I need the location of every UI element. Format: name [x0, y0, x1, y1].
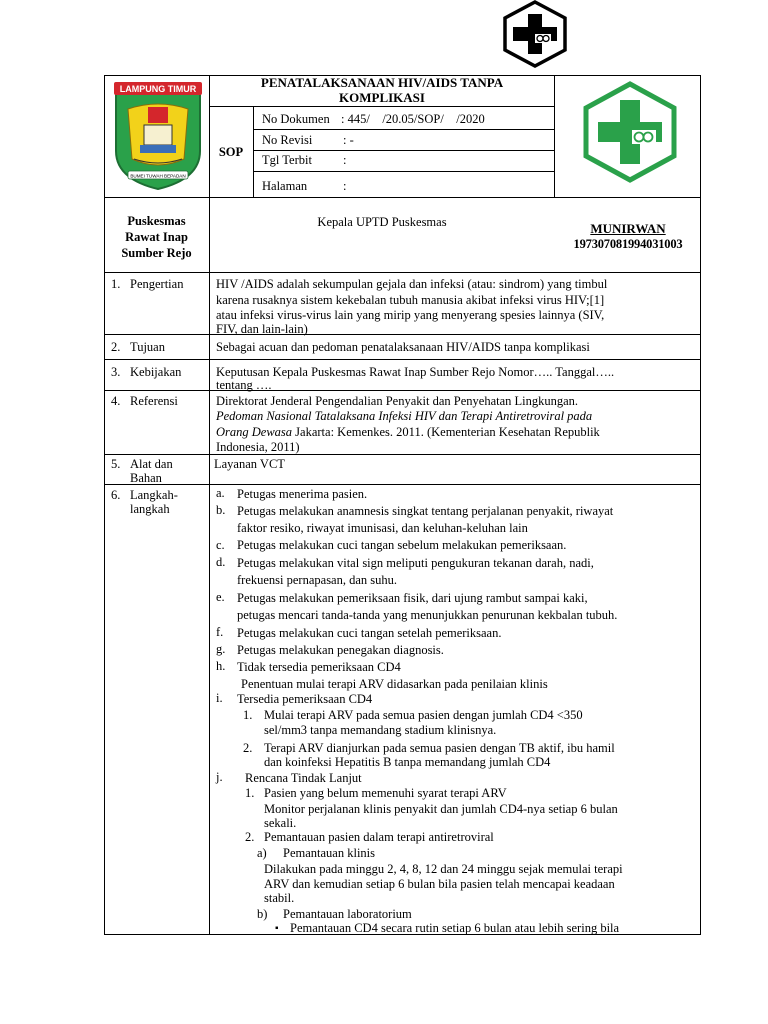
- step-jb-marker: b): [257, 907, 268, 921]
- sop-title-line2: KOMPLIKASI: [339, 90, 425, 105]
- pengertian-line3: atau infeksi virus-virus lain yang mirip yang menyerang spesies lainnya (SIV,: [216, 308, 605, 322]
- kebijakan-line1: Keputusan Kepala Puskesmas Rawat Inap Sumber Rejo Nomor….. Tanggal…..: [216, 365, 615, 379]
- step-ja-marker: a): [257, 846, 267, 860]
- step-text: Petugas melakukan penegakan diagnosis.: [237, 643, 444, 657]
- kebijakan-line2: tentang ….: [216, 378, 272, 392]
- step-ja-text: Pemantauan klinis: [283, 846, 375, 860]
- step-ja-line4: stabil.: [264, 891, 295, 905]
- row-label-alat-line1: Alat dan: [130, 457, 173, 471]
- green-cross-hexagon-icon: [578, 78, 682, 186]
- tujuan-text: Sebagai acuan dan pedoman penatalaksanaan HIV/AIDS tanpa komplikasi: [216, 340, 590, 354]
- step-marker-i: i.: [216, 691, 223, 705]
- row-label-langkah-line2: langkah: [130, 502, 170, 516]
- step-jb-bullet-text: Pemantauan CD4 secara rutin setiap 6 bulan atau lebih sering bila: [290, 921, 620, 935]
- referensi-line3-rest: Jakarta: Kemenkes. 2011. (Kementerian Kesehatan Republik: [292, 425, 600, 439]
- sop-label: SOP: [218, 145, 244, 159]
- step-text: Petugas melakukan cuci tangan sebelum melakukan pemeriksaan.: [237, 538, 567, 552]
- step-text: Petugas melakukan cuci tangan setelah pemeriksaan.: [237, 626, 502, 640]
- row-label-pengertian: Pengertian: [130, 277, 184, 291]
- step-ja-line2: Dilakukan pada minggu 2, 4, 8, 12 dan 24 minggu sejak memulai terapi: [264, 862, 623, 876]
- field-halaman-label: Halaman: [262, 179, 308, 193]
- step-j1-marker: 1.: [245, 786, 255, 800]
- row-label-referensi: Referensi: [130, 394, 178, 408]
- row-label-langkah-line1: Langkah-: [130, 488, 178, 502]
- step-j1-line2: Monitor perjalanan klinis penyakit dan jumlah CD4-nya setiap 6 bulan: [264, 802, 618, 816]
- field-tgl-terbit-label: Tgl Terbit: [262, 153, 312, 167]
- top-puskesmas-logo: [499, 0, 571, 68]
- step-marker: g.: [216, 642, 226, 656]
- field-no-dokumen-label: No Dokumen: [262, 112, 330, 126]
- step-marker: b.: [216, 503, 226, 517]
- signatory-name: MUNIRWAN: [590, 221, 666, 236]
- org-name-line3: Sumber Rejo: [121, 246, 192, 260]
- row-num-alat: 5.: [111, 457, 121, 471]
- field-no-revisi-label: No Revisi: [262, 133, 313, 147]
- field-tgl-terbit-value: :: [343, 153, 347, 167]
- step-i-text: Tersedia pemeriksaan CD4: [237, 692, 373, 706]
- org-name-line2: Rawat Inap: [125, 230, 188, 244]
- step-marker: e.: [216, 590, 225, 604]
- step-j2-marker: 2.: [245, 830, 255, 844]
- step-text: Petugas menerima pasien.: [237, 487, 368, 501]
- step-j-text: Rencana Tindak Lanjut: [245, 771, 362, 785]
- row-num-langkah: 6.: [111, 488, 121, 502]
- referensi-line3: [216, 424, 600, 440]
- step-i-item-line: Terapi ARV dianjurkan pada semua pasien dengan TB aktif, ibu hamil: [264, 741, 615, 755]
- step-jb-text: Pemantauan laboratorium: [283, 907, 412, 921]
- puskesmas-logo-green: [578, 78, 682, 186]
- step-text: faktor resiko, riwayat imunisasi, dan keluhan-keluhan lain: [237, 521, 528, 535]
- head-title: Kepala UPTD Puskesmas: [317, 215, 447, 229]
- step-i-item-line: sel/mm3 tanpa memandang stadium klinisnya.: [264, 723, 497, 737]
- alat-text: Layanan VCT: [214, 457, 285, 471]
- step-marker-j: j.: [216, 770, 223, 784]
- step-marker: h.: [216, 659, 226, 673]
- step-j1-line3: sekali.: [264, 816, 297, 830]
- step-text: Tidak tersedia pemeriksaan CD4: [237, 660, 401, 674]
- step-text: petugas mencari tanda-tanda yang menunjukkan penurunan kekbalan tubuh.: [237, 608, 618, 622]
- step-marker: f.: [216, 625, 224, 639]
- bullet-square-icon: ▪: [275, 923, 279, 934]
- pengertian-line2: karena rusaknya sistem kekebalan tubuh manusia akibat infeksi virus HIV;[1]: [216, 293, 605, 307]
- row-num-pengertian: 1.: [111, 277, 121, 291]
- row-num-kebijakan: 3.: [111, 365, 121, 379]
- lampung-timur-logo: [110, 79, 206, 193]
- sop-title-line1: PENATALAKSANAAN HIV/AIDS TANPA: [260, 75, 504, 90]
- step-i-item-marker: 2.: [243, 741, 253, 755]
- signatory-nip: 197307081994031003: [573, 237, 683, 251]
- step-text: frekuensi pernapasan, dan suhu.: [237, 573, 398, 587]
- row-num-referensi: 4.: [111, 394, 121, 408]
- step-text: Petugas melakukan vital sign meliputi pengukuran tekanan darah, nadi,: [237, 556, 594, 570]
- step-text: Petugas melakukan pemeriksaan fisik, dari ujung rambut sampai kaki,: [237, 591, 588, 605]
- cross-hexagon-icon: [499, 0, 571, 68]
- step-j1-text: Pasien yang belum memenuhi syarat terapi ARV: [264, 786, 507, 800]
- step-h-note: Penentuan mulai terapi ARV didasarkan pada penilaian klinis: [241, 677, 548, 691]
- step-j2-text: Pemantauan pasien dalam terapi antiretroviral: [264, 830, 494, 844]
- step-i-item-marker: 1.: [243, 708, 253, 722]
- row-label-alat-line2: Bahan: [130, 471, 162, 485]
- step-text: Petugas melakukan anamnesis singkat tentang perjalanan penyakit, riwayat: [237, 504, 614, 518]
- referensi-line3-italic: Orang Dewasa: [216, 425, 293, 439]
- pengertian-line4: FIV, dan lain-lain): [216, 322, 308, 336]
- field-no-dokumen-value: : 445/ /20.05/SOP/ /2020: [341, 112, 485, 126]
- row-label-kebijakan: Kebijakan: [130, 365, 182, 379]
- regency-shield-icon: [110, 79, 206, 193]
- step-marker: c.: [216, 538, 225, 552]
- row-num-tujuan: 2.: [111, 340, 121, 354]
- org-name-line1: Puskesmas: [127, 214, 186, 228]
- field-halaman-value: :: [343, 179, 347, 193]
- svg-text:BUMEI TUWAH BEPADAN: BUMEI TUWAH BEPADAN: [130, 173, 186, 179]
- referensi-line1: Direktorat Jenderal Pengendalian Penyakit dan Penyehatan Lingkungan.: [216, 394, 579, 408]
- svg-text:LAMPUNG TIMUR: LAMPUNG TIMUR: [119, 84, 197, 94]
- step-marker: d.: [216, 555, 226, 569]
- referensi-line4: Indonesia, 2011): [216, 440, 300, 454]
- pengertian-line1: HIV /AIDS adalah sekumpulan gejala dan infeksi (atau: sindrom) yang timbul: [216, 277, 608, 291]
- step-ja-line3: ARV dan kemudian setiap 6 bulan bila pasien telah mencapai keadaan: [264, 877, 615, 891]
- step-i-item-line: Mulai terapi ARV pada semua pasien dengan jumlah CD4 <350: [264, 708, 583, 722]
- referensi-line2: Pedoman Nasional Tatalaksana Infeksi HIV dan Terapi Antiretroviral pada: [216, 409, 593, 423]
- step-i-item-line: dan koinfeksi Hepatitis B tanpa memandang jumlah CD4: [264, 755, 551, 769]
- field-no-revisi-value: : -: [343, 133, 354, 147]
- step-marker: a.: [216, 486, 225, 500]
- row-label-tujuan: Tujuan: [130, 340, 165, 354]
